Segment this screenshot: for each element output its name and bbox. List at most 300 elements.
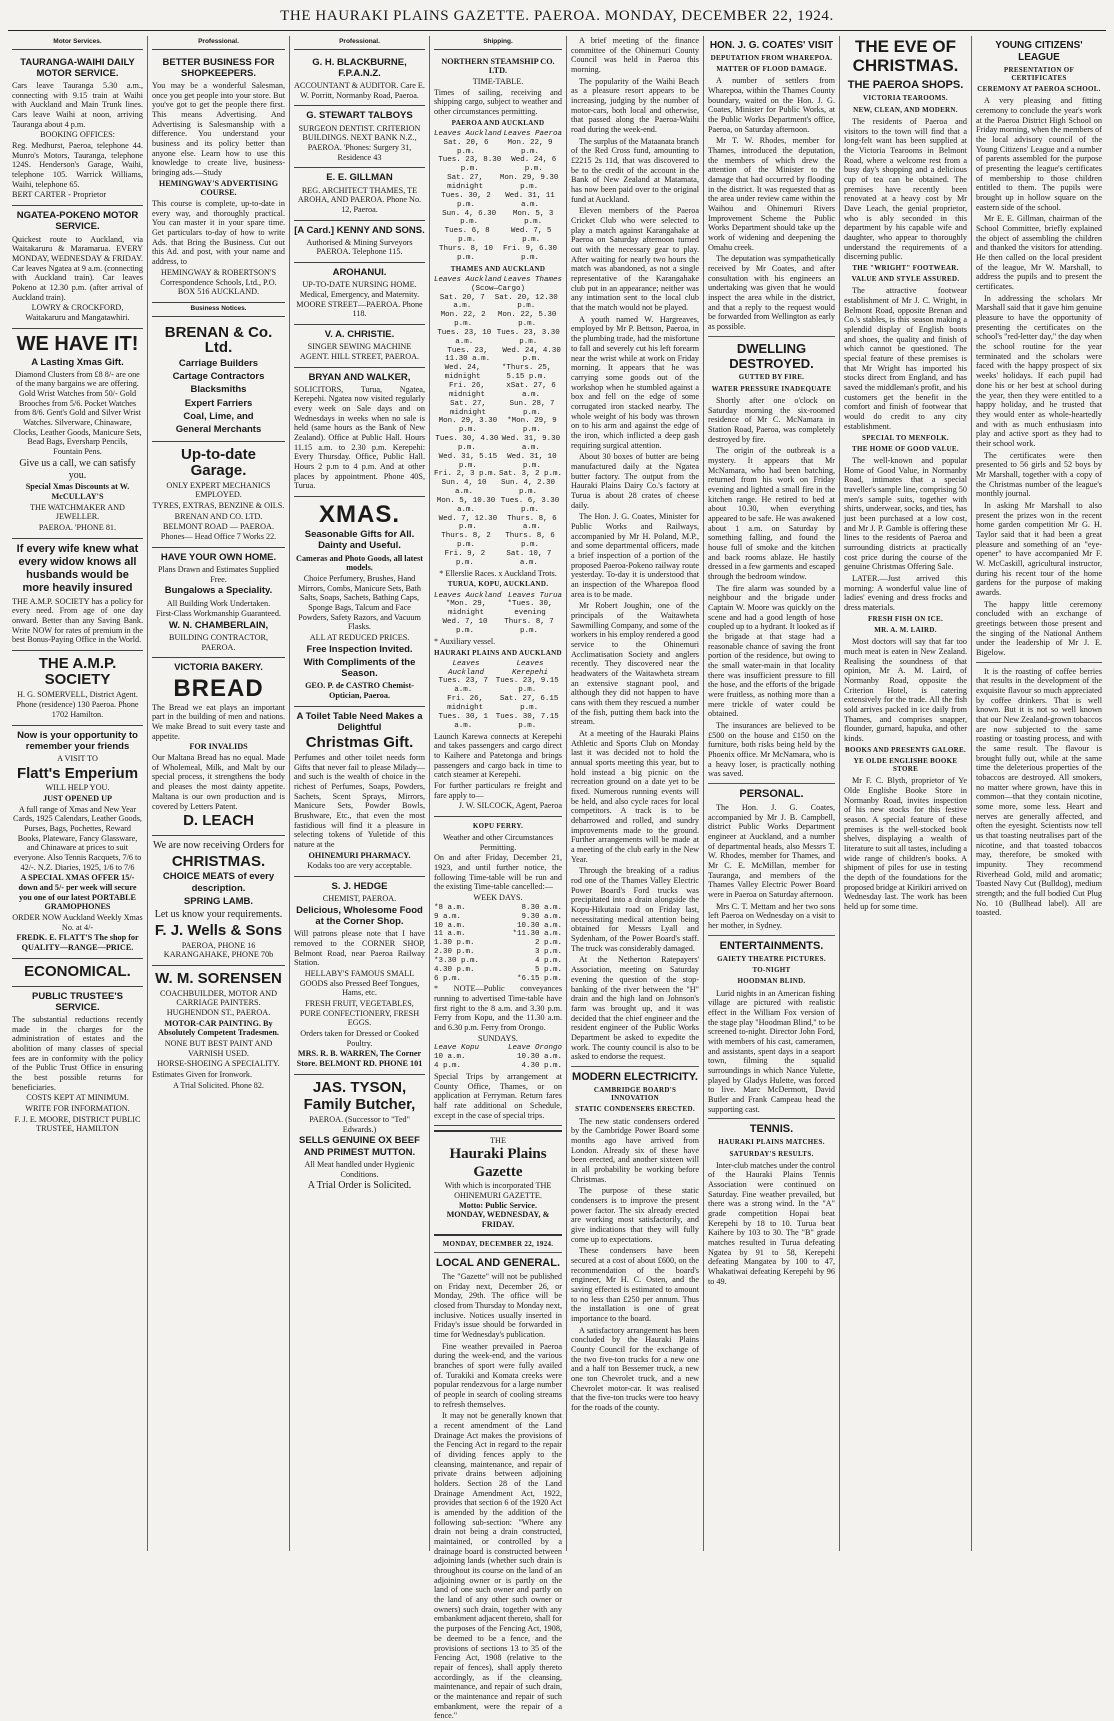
tennis-article	[708, 1161, 835, 1287]
ad-req: Let us know your requirements.	[154, 909, 283, 921]
timetable-header	[434, 276, 562, 285]
ad-agent: H. G. SOMERVELL, District Agent.	[17, 689, 138, 699]
divider	[976, 662, 1102, 663]
timetable-cell: Mon. 5, 10.30 a.m.	[436, 496, 496, 514]
ad-title: NGATEA-POKENO MOTOR SERVICE.	[16, 210, 139, 233]
article-paragraph: The well-known and popular Home of Good Value, in Normanby Road, intimates that a special traveller's sample line, comprising 50 men's sample suits, together with shirts, underwear, socks, and ties, has just been purchased at a low cost, and Mr J. P. Gamble is offering these lines to the residents of Paeroa and surrounding districts at practically cost price during the course of the genuine Christmas Offering Sale.	[844, 456, 967, 572]
card-body: Authorised & Mining Surveyors PAEROA. Telephone 115.	[306, 237, 413, 257]
ad-body: Our Maltana Bread has no equal. Made of Wholemeal, Milk, and Malt by our special process, it strengthens the body and pleases the most dainty appetite. Maltana is our own production and is covered by Letters Patent.	[152, 753, 285, 811]
kopu-special: Special Trips by arrangement at County Office, Thames, or on application at Ferryman. Return fares half rate additional on Schedule, except in the case of special trips.	[434, 1071, 562, 1120]
card-body: SINGER SEWING MACHINE AGENT. HILL STREET, PAEROA.	[299, 342, 420, 361]
ad-kodak: Kodaks too are very acceptable.	[307, 861, 412, 871]
issue-date: MONDAY, DECEMBER 22, 1924.	[442, 1239, 554, 1248]
ad-inspection: Free Inspection Invited.	[306, 643, 413, 655]
ad-sorensen	[152, 966, 285, 1095]
column-1	[8, 36, 148, 1551]
timetable-row	[434, 400, 562, 418]
timetable-cell: Fri. 9, 2 p.m.	[444, 550, 486, 567]
timetable-cell: *Mon. 29, midnight	[445, 600, 487, 618]
timetable-cell: 3 p.m.	[534, 948, 562, 957]
ycl-sub: PRESENTATION OF CERTIFICATES	[1003, 65, 1075, 82]
timetable-cell: Wed. 7, 12.30 p.m.	[438, 514, 498, 532]
timetable-subnote: (Scow—Cargo)	[470, 284, 525, 293]
ad-amp-society	[12, 651, 143, 726]
ad-bread: BREAD	[173, 674, 264, 702]
article-paragraph: In asking Mr Marshall to also present the prizes won in the recent home garden competition Mr G. H. Taylor said that it had been a great pleasure and something of an "eye-opener" to have accompanied Mr F. W. McCaskill, agricultural instructor, during his recent tour of the home gardens for the purpose of making awards.	[976, 500, 1102, 597]
ad-ngatea-motor	[12, 206, 143, 328]
ad-gift: Christmas Gift.	[305, 734, 414, 752]
article-paragraph: These condensers have been secured at a cost of about £600, on the recommendation of the board's engineer, Mr H. C. Osten, and the saving effected is estimated to amount to no less than £250 per annum. Thus the installation is one of great importance to the board.	[571, 1246, 699, 1324]
timetable-cell: *3.30 p.m.	[434, 956, 480, 965]
timetable-cell: Tues. 6, 3.30 p.m.	[500, 496, 560, 514]
coates-visit-sub: DEPUTATION FROM WHAREPOA.	[710, 53, 833, 62]
timetable-row	[434, 245, 562, 263]
timetable-cell: Wed. 24, midnight	[444, 364, 481, 382]
ad-address: PAEROA. (Successor to "Ted" Edwards.)	[309, 1115, 410, 1134]
article-paragraph: A satisfactory arrangement has been concluded by the Hauraki Plains County Council for the exchange of the two five-ton trucks for a new one and a half ton Bessemer truck, a new one ton Chevrolet truck, and a new Chevrolet motor-car. It was realised that the five-ton trucks were too heavy for the roads of the county.	[571, 1325, 699, 1413]
timetable-row	[434, 930, 562, 939]
ad-address: BELMONT ROAD — PAEROA. Phones— Head Office 7 Works 22.	[160, 522, 277, 542]
ad-body: Will patrons please note that I have removed to the CORNER SHOP, Belmont Road, near Paeroa Railway Station.	[294, 929, 425, 968]
ad-none: NONE BUT BEST PAINT AND VARNISH USED.	[164, 1039, 273, 1058]
article-paragraph: At the Netherton Ratepayers' Association, meeting on Saturday evening the question of the stop-banking of the river between the "H" drain and the high land on Johnson's farm was brought up, and it was decided that the chief engineer and the resident engineer of the Public Works Department be asked to expedite the work. The county council is also to be asked to endorse the request.	[571, 955, 699, 1062]
timetable-cell: 9 a.m.	[434, 912, 462, 921]
timetable-cell: Sat. 20, 6 p.m.	[443, 138, 489, 156]
local-general-title: LOCAL AND GENERAL.	[435, 1257, 561, 1269]
timetable-row	[434, 939, 562, 948]
card-arohanui	[294, 263, 425, 325]
ad-victoria-bakery	[152, 658, 285, 836]
article-paragraph: The residents of Paeroa and visitors to the town will find that a long-felt want has been supplied at the Victoria Tearooms in Belmont Road, where a welcome rest from a busy day's shopping and a delicious cup of tea can be obtained. The premises have recently been renovated at a heavy cost by Mr Dave Leach, the genial proprietor, who is ably seconded in this department by his capable wife and daughter, who appear to thoroughly understand the requirements of a discerning public.	[844, 116, 967, 262]
tennis-title: TENNIS.	[749, 1123, 794, 1136]
ad-hellaby: HELLABY'S FAMOUS SMALL GOODS also Pressed Beef Tongues, Hams, etc.	[299, 968, 420, 998]
timetable-notes: * Ellerslie Races. x Auckland Trots.	[439, 568, 557, 578]
ad-line: Coal, Lime, and	[183, 410, 254, 422]
card-name: E. E. GILLMAN	[326, 172, 393, 184]
fish-article	[844, 637, 967, 743]
column-5	[567, 36, 704, 1551]
hauraki-apply: For further particulars re freight and fare apply to—	[434, 780, 562, 800]
ad-hemingway	[152, 53, 285, 303]
timetable-cell: 2 p.m.	[534, 939, 562, 948]
books-sub: YE OLDE ENGLISHE BOOKE STORE	[853, 756, 958, 774]
timetable-cell: Tues. 23, 10 a.m.	[437, 328, 492, 346]
article-paragraph: In addressing the scholars Mr Marshall said that it gave him genuine pleasure to have the opportunity of presenting the certificates on the school's "red-letter day," the day when the school routine for the year terminated and the scholars were faced with the happy prospect of six weeks' holidays. If each pupil had done his or her best at school during the year, then they were entitled to a happy holiday, and he trusted that they would enter as whole-heartedly and with as much enthusiasm into play and active sport as they had to their school work.	[976, 293, 1102, 448]
ad-lead: Now is your opportunity to remember your friends	[17, 729, 138, 752]
ycl-article	[976, 96, 1102, 918]
divider	[708, 1118, 835, 1119]
ad-signature: MRS. R. B. WARREN, The Corner Store. BELMONT RD. PHONE 101	[296, 1049, 423, 1068]
kopu-sundays: SUNDAYS.	[478, 1033, 518, 1043]
route-turua: TURUA, KOPU, AUCKLAND.	[447, 580, 549, 589]
entertainments-to-night: TO-NIGHT	[752, 966, 791, 975]
timetable-row	[434, 435, 562, 453]
ad-discount: Special Xmas Discounts at W. McCULLAY'S	[25, 482, 130, 502]
article-paragraph: Mr F. C. Blyth, proprietor of Ye Olde Englishe Booke Store in Normanby Road, invites inspection of his new stocks for this festive season. A special feature of these premises is the well-stocked book shelves, displaying a wealth of literature to suit all tastes, including a wide range of children's books. A shipment of piles for use in testing the depth of the foundations for the proposed bridge at Kirikiri arrived on Wednesday last. The work has been held up for some time.	[844, 776, 968, 912]
entertainments-sub: GAIETY THEATRE PICTURES.	[717, 954, 826, 963]
ad-tyson	[294, 1075, 425, 1197]
kopu-note: Weather and other Circumstances Permitting.	[442, 833, 554, 852]
section-label: Shipping.	[434, 36, 562, 50]
timetable-cell: Wed. 24, 6 p.m.	[511, 156, 557, 174]
timetable-cell: 9.30 a.m.	[521, 912, 562, 921]
timetable-cell: Mon. 29, 3.30 p.m.	[438, 417, 498, 435]
ad-public-trustee	[12, 987, 143, 1139]
divider	[708, 336, 835, 337]
ad-orders: Orders taken for Dressed or Cooked Poultry.	[300, 1028, 419, 1048]
card-name: AROHANUI.	[332, 267, 387, 279]
kopu-weekdays: WEEK DAYS.	[473, 893, 523, 903]
divider	[571, 1066, 699, 1067]
nameplate-days: MONDAY, WEDNESDAY, & FRIDAY.	[446, 1210, 550, 1230]
timetable-header	[434, 130, 562, 139]
ad-title: JAS. TYSON,	[312, 1078, 407, 1096]
timetable-cell: Thurs. 8, 2 p.m.	[441, 532, 491, 550]
ad-cameras: Cameras and Photo Goods, all latest models.	[296, 553, 423, 573]
entertainments-film: HOODMAN BLIND.	[737, 977, 806, 986]
divider	[708, 935, 835, 936]
timetable-cell: 2.30 p.m.	[434, 948, 475, 957]
ad-signature: OHINEMURI PHARMACY.	[308, 850, 411, 860]
personal-title: PERSONAL.	[739, 788, 804, 801]
timetable-row	[434, 600, 562, 618]
timetable-cell: *Thurs. 25, 5.15 p.m.	[501, 364, 552, 382]
shipping-notice	[434, 53, 562, 817]
article-paragraph: The Hon. J. G. Coates, accompanied by Mr J. B. Campbell, district Public Works Department engineer at Auckland, and a number of departmental heads, also Messrs T. W. Rhodes, member for Thames, and Mr C. E. McMillan, member for Tauranga, and members of the Thames Valley Electric Power Board were in Paeroa on Saturday afternoon.	[708, 803, 835, 900]
timetable-cell: Thurs. 8, 7 p.m.	[504, 618, 554, 635]
timetable-cell: 6 p.m.	[434, 974, 462, 983]
timetable-cell: Wed. 31, 10 p.m.	[507, 452, 557, 470]
timetable-cell: Sun. 4, 10 a.m.	[441, 479, 487, 497]
timetable-cell: 5 p.m.	[534, 965, 562, 974]
column-8	[972, 36, 1106, 1551]
timetable-header-cell: Leaves Auckland	[434, 275, 502, 284]
ad-bungalows: Bungalows a Speciality.	[164, 585, 273, 597]
ad-title: BRENAN & Co. Ltd.	[164, 323, 273, 357]
column-6	[704, 36, 840, 1551]
nameplate-title: Hauraki Plains Gazette	[449, 1146, 547, 1180]
timetable-cell: 8.30 a.m.	[521, 903, 562, 912]
timetable-row	[434, 913, 562, 922]
ad-title: HAVE YOUR OWN HOME.	[160, 551, 277, 563]
timetable-cell: Mon. 22, 9 p.m.	[507, 138, 553, 156]
books-title: BOOKS AND PRESENTS GALORE.	[845, 745, 966, 754]
timetable-row	[434, 975, 562, 984]
timetable-cell: Tues. 6, 8 p.m.	[444, 227, 490, 245]
ad-trade: THE WATCHMAKER AND JEWELLER.	[30, 502, 125, 522]
ad-order: ORDER NOW Auckland Weekly Xmas No. at 4/-	[12, 913, 143, 932]
ad-brenan	[152, 320, 285, 443]
route-thames-auckland: THAMES AND AUCKLAND	[450, 264, 546, 273]
timetable-header	[434, 660, 562, 678]
timetable-row	[434, 677, 562, 695]
timetable-row	[434, 497, 562, 515]
timetable-row	[434, 364, 562, 382]
fish-title: FRESH FISH ON ICE.	[867, 614, 944, 623]
timetable-cell: Tues. 30, 7.15 p.m.	[495, 712, 559, 730]
timetable-cell: 11 a.m.	[434, 930, 466, 939]
ad-signature: HEMINGWAY & ROBERTSON'S Correspondence Schools, Ltd., P.O. BOX 516 AUCKLAND.	[160, 267, 277, 297]
card-name: G. STEWART TALBOYS	[306, 110, 413, 122]
timetable-cell: Wed. 31, 11 a.m.	[505, 191, 555, 209]
local-general-article	[434, 1272, 562, 1721]
article-paragraph: Through the breaking of a radius rod one of the Thames Valley Electric Power Board's Ford trucks was precipitated into a drain alongside the Kopu-Hikutaia road on Friday last, necessitating medical attention being obtained for Messrs Lyall and Sydenham, of the Power Board's staff. The truck was considerably damaged.	[571, 866, 699, 953]
masthead: THE HAURAKI PLAINS GAZETTE. PAEROA. MONDAY, DECEMBER 22, 1924.	[280, 8, 834, 24]
ad-title: S. J. HEDGE	[331, 880, 388, 892]
ad-subtitle: A Lasting Xmas Gift.	[31, 356, 124, 368]
timetable-header-cell: Leaves Auckland	[447, 659, 484, 677]
victoria-sub: NEW, CLEAN, AND MODERN.	[853, 105, 958, 114]
ad-line: Blacksmiths	[190, 384, 247, 396]
ad-amp-insurance	[12, 539, 143, 651]
timetable-cell: *8 a.m.	[434, 903, 466, 912]
ad-body: A full range of Xmas and New Year Cards, 1925 Calendars, Leather Goods, Purses, Bags, Pochettes, Reward Books, Plateware, Fancy Glassware, and Chinaware at prices to suit everyone. Also Tennis Racquets, 7/6 to 42/-. N.Z. Diaries, 1925, 1/6 to 7/6	[13, 804, 142, 872]
ad-lamb: SPRING LAMB.	[183, 895, 254, 907]
timetable-row	[434, 156, 562, 174]
ad-help: WILL HELP YOU.	[45, 783, 110, 793]
timetable-header-cell: Leaves Turua	[507, 591, 562, 600]
timetable-row	[434, 618, 562, 636]
article-paragraph: The Hon. J. G. Coates, Minister for Public Works and Railways, accompanied by Mr H. Poland, M.P., and some departmental officers, made a brief inspection of a portion of the proposed Paeroa-Pokeno railway route yesterday. To-day it is understood that an inspection of the Wharepoa flood area is to be made.	[571, 512, 699, 599]
timetable-cell: Tues. 23, 8.30 p.m.	[438, 156, 502, 174]
column-7	[840, 36, 972, 1551]
tennis-sub: HAURAKI PLAINS MATCHES.	[718, 1138, 825, 1147]
ad-signature: D. LEACH	[183, 812, 254, 830]
local-general-continued	[571, 36, 699, 1062]
article-paragraph: The fire alarm was sounded by a neighbour and the brigade under Captain W. Moore was quickly on the scene and had a good length of hose coupled up to a hydrant. It looked as if the brigade at that stage had a reasonable chance of saving the front portion of the residence, but owing to the small water-main in that locality there was insufficient pressure to fill the hose, and the efforts of the brigade were fruitless, as nothing more than a mere trickle of water could be obtained.	[708, 583, 835, 719]
ad-sub: CHEMIST, PAEROA.	[322, 894, 397, 904]
ad-de-castro	[294, 497, 425, 707]
modern-electricity-sub: CAMBRIDGE BOARD'S INNOVATION	[593, 1085, 677, 1103]
modern-electricity-sub2: STATIC CONDENSERS ERECTED.	[575, 1105, 695, 1114]
article-paragraph: Fine weather prevailed in Paeroa during the week-end, and the various branches of sport were fully availed of. Turakiki and Komata creeks were popular rendezvous for a large number of people in search of cooling streams to refresh themselves.	[434, 1341, 562, 1409]
divider	[708, 783, 835, 784]
ad-signature: F. J. Wells & Sons	[154, 921, 283, 939]
article-paragraph: Lurid nights in an American fishing village are pictured with realistic effect in the William Fox version of the stage play "Hoodman Blind," to be screened to-night. Director John Ford, with members of his cast, cameramen, and assistants, spent days in a seaport town, filming the squalid surroundings in which Nance Yulette, played by Gladys Hulette, was forced to live. Marc McDermott, David Butler and Frank Campeau head the supporting cast.	[708, 988, 835, 1114]
ad-body: COACHBUILDER, MOTOR AND CARRIAGE PAINTERS. HUGHENDON ST., PAEROA.	[160, 988, 277, 1018]
article-paragraph: A youth named W. Hargreaves, employed by Mr P. Bettson, Paeroa, in the plumbing trade, had the misfortune to fall and severely cut his left forearm near the wrist while at work on Friday morning. It appears that he was carrying some goods out of the workshop when he stumbled against a box and fell on the edge of some corrugated iron stacked nearby. The whole weight of his body was thrown on to his arm and against the edge of the iron, which inflicted a deep gash requiring surgical attention.	[571, 314, 699, 450]
ad-heading: Delicious, Wholesome Food at the Corner Shop.	[296, 904, 423, 927]
ad-hedge	[294, 877, 425, 1075]
article-paragraph: Mr Robert Joughin, one of the principals of the Waitawheta Sawmilling Company, and some of the workers in his employ rendered a good service to the Ohinemuri Acclimatisation Society and anglers recently. They discovered near the headwaters of the Waitawheta stream an extensive stagnant pool, and although they did not happen to have cans with them they rescued a number of the fish, putting them back into the stream.	[571, 601, 699, 727]
timetable-cell: 10 a.m.	[434, 1053, 466, 1062]
timetable-cell: Tues. 23, 3.30 p.m.	[496, 328, 560, 346]
ad-reduced: ALL AT REDUCED PRICES.	[309, 633, 410, 643]
article-paragraph: Inter-club matches under the control of the Hauraki Plains Tennis Association were continued on Saturday. Fine weather prevailed, but there was a strong wind. In the "A" grade competition Hopai beat Kerepehi by 18 to 10. Turua beat Kaihere by 103 to 30. The "B" grade matches resulted in Turua defeating Ngatea by 91 to 58, Kerepehi defeating Mangatea by 100 to 47, Whakatiwai defeating Kerepehi by 96 to 49.	[708, 1160, 835, 1286]
timetable-cell: Sat. 10, 7 a.m.	[506, 550, 552, 567]
ad-subtitle: Seasonable Gifts for All. Dainty and Useful.	[304, 529, 415, 552]
timetable-cell: Fri. 2, 3 p.m.	[434, 470, 498, 479]
timetable-cell: Fri. 26, midnight	[447, 695, 484, 712]
ad-body: You may be a wonderful Salesman, once you get people into your store. But you've got to get the people there first. This means Advertising. And Advertising is Salesmanship with a difference. You understand your business and its policy better than anyone else. Learn how to use this knowledge to create live, business-bringing ads.—Study	[152, 81, 285, 178]
kopu-body: On and after Friday, December 21, 1923, and until further notice, the following Time-table will be run and the existing Time-table cancelled:—	[434, 853, 562, 892]
wright-sub: VALUE AND STYLE ASSURED.	[851, 275, 960, 284]
article-paragraph: Most doctors will say that far too much meat is eaten in New Zealand. Realising the soundness of that opinion, Mr A. M. Laird, of Normanby Road, opposite the Criterion Hotel, is catering extensively for the trade. All the fish sold arrives packed in ice daily from Thames, and comprises snapper, flounder, gurnard, hapuka, and other kinds.	[844, 637, 967, 743]
ad-signature: FREDK. E. FLATT'S The shop for QUALITY—RANGE—PRICE.	[16, 933, 139, 953]
article-paragraph: LATER.—Just arrived this morning: A wonderful value line of ladies' evening and dress frocks and dress materials.	[844, 574, 967, 613]
personal-article	[708, 803, 835, 931]
card-talboys	[294, 106, 425, 168]
ad-visit: A VISIT TO	[57, 753, 98, 763]
shipping-timetable-note: Times of sailing, receiving and shipping cargo, subject to weather and other circumstances permitting.	[434, 87, 562, 117]
ad-paint: MOTOR-CAR PAINTING. By Absolutely Competent Tradesmen.	[158, 1018, 279, 1038]
ad-trial: A Trial Solicited. Phone 82.	[173, 1080, 264, 1090]
card-body: SOLICITORS, Turua, Ngatea, Kerepehi. Ngatea now visited regularly every week on Sale days and on Wednesdays in weeks when no sale is held (same hours as the Bank of New Zealand). Office at Public Hall. Hours 11.15 a.m. to 2.30 p.m. Kerepehi: Every Thursday. Office, Public Hall. Hours 2 p.m to 4 p.m. And at other places by appointment. Phone 40S, Turua.	[294, 384, 425, 491]
ad-sells: SELLS GENUINE OX BEEF AND PRIMEST MUTTON.	[299, 1135, 420, 1158]
timetable-cell: Mon. 22, 2 p.m.	[440, 311, 486, 329]
timetable-cell: Sat. 27, 6.15 p.m.	[499, 695, 559, 712]
ad-line: Expert Farriers	[184, 397, 253, 409]
card-body: REG. ARCHITECT THAMES, TE AROHA, AND PAEROA. Phone No. 12, Paeroa.	[297, 185, 422, 214]
ad-body: Cars leave Tauranga 5.30 a.m., connecting with 9.15 train at Waihi with Auckland and Main Trunk lines. Cars leave Waihi at noon, arriving Tauranga about 4 p.m.	[12, 81, 143, 129]
article-paragraph: Shortly after one o'clock on Saturday morning the six-roomed residence of Mr C. McNamara in Station Road, Paeroa, was completely destroyed by fire.	[708, 395, 835, 444]
timetable-header	[434, 592, 562, 601]
ad-title: Flatt's Emperium	[16, 764, 139, 782]
article-paragraph: The "Gazette" will not be published on Friday next, December 26, or Monday, 29th. The office will be closed from Thursday to Monday next, inclusive. Notices usually inserted in Friday's issue should be forwarded in time for Wednesday's publication.	[434, 1271, 562, 1339]
timetable-cell: 10.30 a.m.	[516, 1053, 562, 1062]
timetable-cell: Mon. 22, 5.30 p.m.	[497, 311, 557, 329]
timetable-row	[434, 139, 562, 157]
menfolk-article	[844, 456, 967, 613]
timetable-header-cell: Leaves Kerepehi	[511, 659, 548, 677]
ad-mccullay	[12, 329, 143, 539]
ad-tauranga-motor	[12, 53, 143, 206]
ad-chamberlain	[152, 548, 285, 659]
coates-visit-title: HON. J. G. COATES' VISIT	[709, 40, 834, 51]
card-name: BRYAN AND WALKER,	[308, 371, 411, 383]
article-paragraph: The deputation was sympathetically received by Mr Coates, and after consultation with his engineers an undertaking was given that he would inspect the area while in the district, and that a reply to the request would be forwarded from Wellington as early as possible.	[708, 254, 835, 332]
timetable-row	[434, 417, 562, 435]
ad-offer: A SPECIAL XMAS OFFER 15/- down and 5/- per week will secure you one of our latest PORTABLE GRAMOPHONES	[18, 873, 137, 912]
timetable-cell: 4.30 p.m.	[434, 965, 475, 974]
ad-line: Carriage Builders	[178, 358, 259, 369]
ad-flatt-emporium	[12, 726, 143, 959]
section-label: Professional.	[294, 36, 425, 50]
timetable-cell: Tues. 30, 4.30 p.m.	[435, 435, 499, 452]
ad-signature: BERT CARTER - Proprietor	[12, 190, 107, 200]
ad-address: PAEROA. 'PHONE 81.	[38, 523, 117, 533]
ad-body: The Bread we eat plays an important part in the building of men and nations. We make Bread to suit every taste and appetite.	[152, 702, 285, 741]
ad-title: THE A.M.P. SOCIETY	[38, 655, 117, 688]
ad-signature: GEO. P. de CASTRO Chemist-Optician, Paeroa.	[305, 681, 414, 701]
ad-wells-meats	[152, 836, 285, 966]
dwelling-destroyed-article	[708, 396, 835, 779]
timetable-cell: Tues. 23, 11.30 a.m.	[445, 346, 491, 364]
ad-title: A Toilet Table Need Makes a Delightful	[296, 710, 423, 733]
ad-body: This course is complete, up-to-date in every way, and thoroughly practical. You can master it in your spare time. Get particulars to-day of how to write Ads. that Bring the Business. Cut out this Ad. and post, with your name and address, to	[152, 199, 285, 267]
timetable-row	[434, 532, 562, 550]
timetable-row	[434, 966, 562, 975]
section-label: Business Notices.	[152, 303, 285, 317]
timetable-header-cell: Leaves Thames	[503, 275, 562, 284]
timetable-row	[434, 382, 562, 400]
victoria-title: VICTORIA TEAROOMS.	[863, 94, 948, 103]
ad-title: If every wife knew what every widow knows all husbands would be more heavily insured	[16, 542, 139, 594]
victoria-article	[844, 117, 967, 262]
column-4	[430, 36, 567, 1721]
ad-lead: We are now receiving Orders for	[152, 839, 285, 851]
timetable-row	[434, 329, 562, 347]
ad-title: XMAS.	[318, 501, 400, 529]
timetable-row	[434, 470, 562, 479]
timetable-row	[434, 713, 562, 731]
ad-choice: CHOICE MEATS of every description.	[162, 871, 275, 894]
timetable-row	[434, 347, 562, 365]
ad-estimates: Estimates Given for Ironwork.	[152, 1070, 253, 1080]
timetable-header-cell: Leaves Paeroa	[503, 129, 562, 138]
ad-first: First-Class Workmanship Guaranteed.	[156, 609, 281, 619]
ad-title: CHRISTMAS.	[171, 852, 266, 870]
article-paragraph: A number of settlers from Wharepoa, within the Thames County boundary, waited on the Hon. J. G. Coates, Minister for Public Works, at the Public Works Department's office, Paeroa, on Saturday afternoon.	[708, 76, 835, 134]
ad-title: ECONOMICAL.	[24, 962, 131, 980]
ad-all: All Building Work Undertaken.	[166, 598, 271, 608]
ad-mechanics: ONLY EXPERT MECHANICS EMPLOYED.	[166, 480, 271, 500]
nameplate-sub: With which is incorporated THE OHINEMURI GAZETTE.	[444, 1181, 552, 1201]
ad-compliments: With Compliments of the Season.	[303, 656, 416, 680]
timetable-cell: *Tues. 30, evening	[507, 600, 553, 618]
article-paragraph: The purpose of these static condensers is to improve the present power factor. The six already erected are working most satisfactorily, and give indications that they will fully come up to expectations.	[571, 1186, 699, 1244]
article-paragraph: The popularity of the Waihi Beach as a pleasure resort appears to be increasing, judging by the number of motor-cars, both local and otherwise, that passed along the Paeroa-Waihi road during the week-end.	[571, 76, 699, 135]
ad-title: BETTER BUSINESS FOR SHOPKEEPERS.	[162, 56, 275, 79]
wright-article	[844, 286, 967, 431]
timetable-cell: 4.30 p.m.	[521, 1062, 562, 1071]
column-3	[290, 36, 430, 1551]
timetable-row	[434, 922, 562, 931]
timetable-cell: 10 a.m.	[434, 921, 466, 930]
tennis-sub2: SATURDAY'S RESULTS.	[729, 1149, 814, 1158]
timetable-row	[434, 479, 562, 497]
ad-address: PAEROA, PHONE 16 KARANGAHAKE, PHONE 70b	[163, 940, 274, 960]
ad-economical	[12, 959, 143, 987]
ycl-title: YOUNG CITIZENS' LEAGUE	[995, 40, 1083, 63]
ad-costs: COSTS KEPT AT MINIMUM.	[26, 1093, 129, 1103]
kopu-note2: * NOTE—Public conveyances running to advertised Time-table have first right to the 8 a.m. and 3.30 p.m. Ferry from Kopu, and the 11.30 a.m. and 6.30 p.m. Ferry from Orongo.	[434, 984, 562, 1033]
timetable-cell: 4 p.m.	[434, 1062, 462, 1071]
card-body: SURGEON DENTIST. CRITERION BUILDINGS. NEXT BANK N.Z., PAEROA. 'Phones: Surgery 31, Residence 43	[298, 123, 421, 162]
card-name: G. H. BLACKBURNE, F.P.A.N.Z.	[312, 56, 407, 79]
article-paragraph: The attractive footwear establishment of Mr J. C. Wright, in Belmont Road, opposite Brenan and Co.'s stables, is this season making a splendid display of English boots and shoes, the quality and finish of which cannot be questioned. The special feature of these premises is that Mr Wright has imported his stocks direct from England, and has saved the middleman's profit, and his customers get the benefit in the comfort and finish of footwear that would do credit to any city establishment.	[844, 286, 967, 431]
timetable-row	[434, 904, 562, 913]
entertainments-article	[708, 989, 835, 1115]
card-body: UP-TO-DATE NURSING HOME. Medical, Emergency, and Maternity. MOORE STREET—PAEROA. Phone 118.	[296, 280, 423, 319]
route-paeroa-auckland: PAEROA AND AUCKLAND	[451, 118, 545, 127]
coates-visit-article	[708, 76, 835, 331]
fish-sub: MR. A. M. LAIRD.	[874, 626, 937, 634]
timetable-cell: Sat. 27, midnight	[447, 174, 484, 191]
ad-company: BRENAN AND CO. LTD.	[174, 511, 263, 521]
section-label: Professional.	[152, 36, 285, 50]
ad-ohinemuri-pharmacy	[294, 707, 425, 877]
timetable-row	[434, 453, 562, 471]
article-paragraph: The happy little ceremony concluded with an exchange of greetings between those present and the singing of the National Anthem under the leadership of Mr J. E. Bigelow.	[976, 599, 1102, 657]
coates-visit-sub2: MATTER OF FLOOD DAMAGE.	[716, 65, 827, 74]
card-name: [A Card.] KENNY AND SONS.	[294, 224, 425, 236]
timetable-paeroa-auckland	[434, 130, 562, 263]
card-blackburne	[294, 53, 425, 107]
article-paragraph: Eleven members of the Paeroa Cricket Club who were selected to play a match against Karangahake at Paeroa on Saturday afternoon turned out with the necessary gear to play. After waiting for nearly two hours the match was abandoned, as not a single representative of the Karangahake club put in an appearance; neither was any intimation sent to the local club that the match would not be played.	[571, 206, 699, 313]
timetable-row	[434, 174, 562, 192]
dwelling-destroyed-sub: GUTTED BY FIRE.	[738, 373, 805, 382]
ad-line: Cartage Contractors	[172, 371, 265, 383]
masthead-rule	[8, 30, 1106, 31]
timetable-cell: Fri. 26, midnight	[448, 381, 485, 399]
article-paragraph: At a meeting of the Hauraki Plains Athletic and Sports Club on Monday last it was decided not to hold the annual sports meeting this year, but to hold instead a big picnic on the recreation ground on a date yet to be fixed. Numerous running events will be held, and also cycle races for local competitors. A track is to be deharrowed and rolled, and sundry improvements made to the ground. Further arrangements will be made at a meeting of the club early in the New Year.	[571, 729, 699, 864]
timetable-row	[434, 515, 562, 533]
ad-invalids: FOR INVALIDS	[189, 742, 248, 752]
card-body: ACCOUNTANT & AUDITOR. Care E. W. Porritt, Normanby Road, Paeroa.	[294, 81, 425, 100]
timetable-cell: Wed. 7, 5 p.m.	[510, 227, 552, 245]
timetable-header-cell: Leaves Auckland	[434, 591, 502, 600]
